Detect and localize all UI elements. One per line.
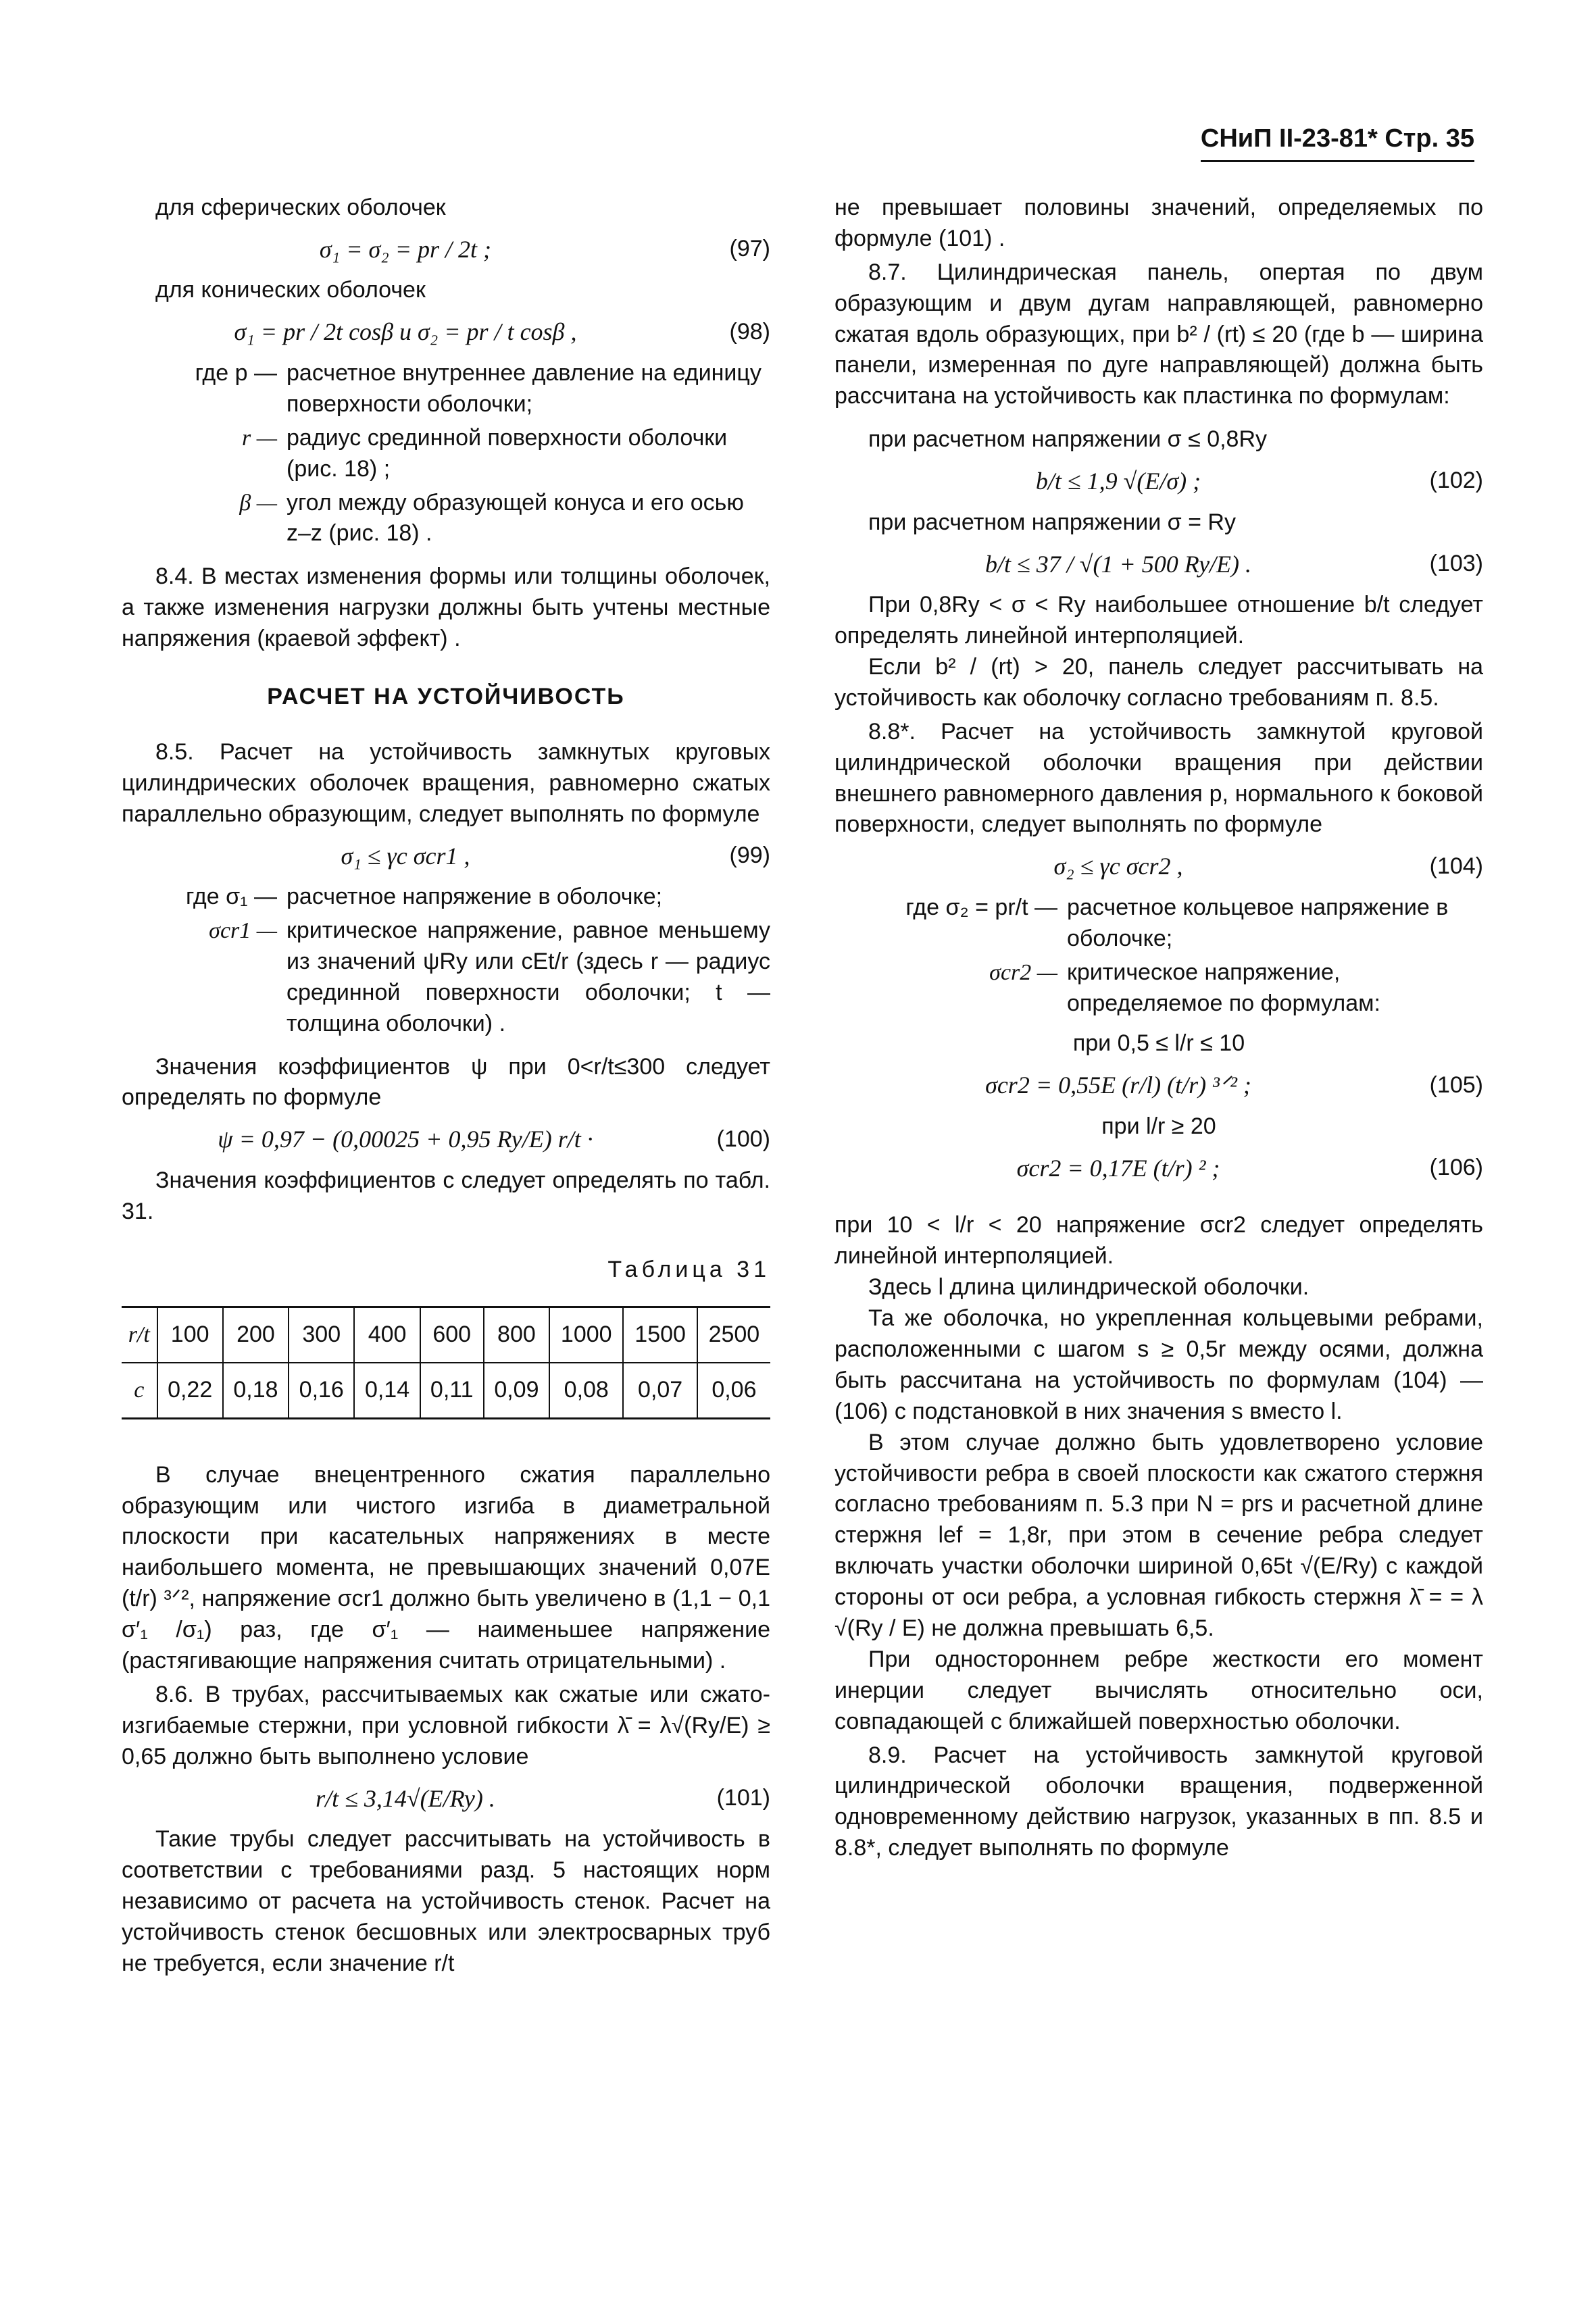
definition-key: β —	[239, 490, 277, 515]
definition-key: σcr2 —	[989, 959, 1057, 985]
table-cell: 600	[420, 1307, 484, 1363]
formula-103	[834, 548, 1483, 581]
table-cell: 0,14	[354, 1363, 420, 1419]
table-31	[122, 1306, 770, 1419]
paragraph-interpolation: При 0,8Ry < σ < Ry наибольшее отношение b/t следует определять линейной интерполяцией.	[834, 592, 1483, 649]
table-cell: 0,18	[223, 1363, 289, 1419]
formula-106-number: (106)	[1429, 1155, 1483, 1181]
table-cell: 0,11	[420, 1363, 484, 1419]
formula-102	[834, 465, 1483, 498]
definition-key: где σ₁ —	[186, 884, 277, 910]
definition-list-3	[834, 892, 1483, 1020]
definition-item	[122, 423, 770, 485]
paragraph-pipes: Такие трубы следует рассчитывать на устойчивость в соответствии с требованиями разд. 5 настоящих норм независимо от расчета на устойчивость стенок. Расчет на устойчивость стенок бесшовных или электросварных труб не требуется, если значение r/t	[122, 1826, 770, 1976]
paragraph-onesided: При одностороннем ребре жесткости его момент инерции следует вычислять относительно оси, совпадающей с ближайшей поверхностью оболочки.	[834, 1646, 1483, 1734]
table-cell: c	[134, 1377, 145, 1403]
table-caption: Таблица 31	[607, 1256, 770, 1282]
definition-text: расчетное внутреннее давление на единицу поверхности оболочки;	[286, 359, 762, 417]
definition-item	[122, 882, 770, 913]
definition-text: критическое напряжение, равное меньшему из значений ψRy или cEt/r (здесь r — радиус срединной поверхности оболочки; t — толщина оболочки) .	[286, 917, 770, 1036]
formula-104-expr: σ₂ ≤ γc σcr2 ,	[1053, 853, 1183, 880]
section-title: РАСЧЕТ НА УСТОЙЧИВОСТЬ	[267, 683, 625, 709]
table-row	[122, 1307, 770, 1363]
formula-101	[122, 1782, 770, 1815]
formula-103-expr: b/t ≤ 37 / √(1 + 500 Ry/E) .	[984, 550, 1252, 578]
paragraph-8-9: 8.9. Расчет на устойчивость замкнутой круговой цилиндрической оболочки вращения, подверженной одновременному действию нагрузок, указанных в пп. 8.5 и 8.8*, следует выполнять по формуле	[834, 1742, 1483, 1861]
condition-2: при расчетном напряжении σ = Ry	[868, 509, 1236, 535]
table-cell: 1500	[623, 1307, 697, 1363]
table-cell: 0,08	[549, 1363, 623, 1419]
table-row	[122, 1363, 770, 1419]
paragraph-ribs: Та же оболочка, но укрепленная кольцевыми ребрами, расположенными с шагом s ≥ 0,5r между осями, должна быть рассчитана на устойчивость по формулам (104) — (106) с подстановкой в них значения s вместо l.	[834, 1305, 1483, 1424]
table-cell: 0,16	[289, 1363, 354, 1419]
table-cell: 0,07	[623, 1363, 697, 1419]
formula-100-number: (100)	[716, 1126, 770, 1152]
formula-102-number: (102)	[1429, 468, 1483, 494]
definition-item	[122, 488, 770, 550]
formula-98-expr: σ₁ = pr / 2t cosβ и σ₂ = pr / t cosβ ,	[234, 318, 577, 346]
formula-104	[834, 850, 1483, 883]
table-cell: 200	[223, 1307, 289, 1363]
formula-105	[834, 1069, 1483, 1102]
definition-text: расчетное напряжение в оболочке;	[286, 884, 663, 910]
definition-key: где p —	[195, 359, 277, 386]
paragraph-here: Здесь l длина цилиндрической оболочки.	[868, 1274, 1310, 1301]
paragraph-eccentric: В случае внецентренного сжатия параллельно образующим или чистого изгиба в диаметральной плоскости при касательных напряжениях в месте наибольшего момента, не превышающих значений 0,07E (t/r) ³ᐟ², напряжение σcr1 должно быть увеличено в (1,1 − 0,1 σ′₁ /σ₁) раз, где σ′₁ — наименьшее напряжение (растягивающие напряжения считать отрицательными) .	[122, 1461, 770, 1674]
formula-97-number: (97)	[729, 236, 770, 262]
formula-99-number: (99)	[729, 842, 770, 868]
paragraph-if: Если b² / (rt) > 20, панель следует рассчитывать на устойчивость как оболочку согласно требованиям п. 8.5.	[834, 653, 1483, 711]
table-cell: 2500	[697, 1307, 770, 1363]
definition-item	[122, 358, 770, 420]
text-spherical: для сферических оболочек	[155, 195, 446, 220]
text-conical: для конических оболочек	[155, 277, 426, 303]
formula-101-expr: r/t ≤ 3,14√(E/Ry) .	[316, 1784, 495, 1812]
condition-3: при 0,5 ≤ l/r ≤ 10	[1072, 1030, 1245, 1057]
definition-text: расчетное кольцевое напряжение в оболочке;	[1067, 894, 1449, 951]
definition-text: критическое напряжение, определяемое по формулам:	[1067, 959, 1380, 1016]
paragraph-10-20: при 10 < l/r < 20 напряжение σcr2 следует определять линейной интерполяцией.	[834, 1212, 1483, 1269]
definition-text: угол между образующей конуса и его осью z–z (рис. 18) .	[286, 489, 744, 547]
formula-105-expr: σcr2 = 0,55E (r/l) (t/r) ³ᐟ² ;	[985, 1072, 1251, 1099]
table-cell: 100	[157, 1307, 223, 1363]
definition-text: радиус срединной поверхности оболочки (рис. 18) ;	[286, 424, 728, 482]
paragraph-case: В этом случае должно быть удовлетворено условие устойчивости ребра в своей плоскости как сжатого стержня согласно требованиям п. 5.3 при N = prs и расчетной длине стержня lef = 1,8r, при этом в сечение ребра следует включать участки оболочки шириной 0,65t √(E/Ry) с каждой стороны от оси ребра, а условная гибкость стержня λ̄ = = λ √(Ry / E) не должна превышать 6,5.	[834, 1429, 1483, 1642]
formula-99-expr: σ₁ ≤ γc σcr1 ,	[341, 842, 470, 870]
formula-105-number: (105)	[1429, 1072, 1483, 1098]
formula-102-expr: b/t ≤ 1,9 √(E/σ) ;	[1035, 468, 1201, 495]
definition-item	[122, 915, 770, 1040]
paragraph-8-4: 8.4. В местах изменения формы или толщины оболочек, а также изменения нагрузки должны быть учтены местные напряжения (краевой эффект) .	[122, 563, 770, 652]
table-cell: r/t	[122, 1307, 157, 1363]
table-cell: 1000	[549, 1307, 623, 1363]
paragraph-continued: не превышает половины значений, определяемых по формуле (101) .	[834, 195, 1483, 251]
formula-100-expr: ψ = 0,97 − (0,00025 + 0,95 Ry/E) r/t ·	[218, 1126, 593, 1153]
table-cell: 300	[289, 1307, 354, 1363]
table-cell: 400	[354, 1307, 420, 1363]
table-cell: 0,06	[697, 1363, 770, 1419]
formula-101-number: (101)	[716, 1784, 770, 1811]
paragraph-c: Значения коэффициентов c следует определять по табл. 31.	[122, 1167, 770, 1224]
table-cell: 0,22	[157, 1363, 223, 1419]
paragraph-8-8: 8.8*. Расчет на устойчивость замкнутой круговой цилиндрической оболочки вращения при действии внешнего равномерного давления p, нормального к боковой поверхности, следует выполнять по формуле	[834, 718, 1483, 838]
formula-98-number: (98)	[729, 318, 770, 345]
definition-list-1	[122, 358, 770, 549]
formula-98	[122, 316, 770, 349]
formula-99	[122, 840, 770, 873]
definition-item	[834, 892, 1483, 955]
formula-103-number: (103)	[1429, 550, 1483, 576]
paragraph-psi: Значения коэффициентов ψ при 0<r/t≤300 следует определять по формуле	[122, 1053, 770, 1111]
formula-97-expr: σ₁ = σ₂ = pr / 2t ;	[319, 235, 492, 263]
definition-key: σcr1 —	[209, 918, 277, 944]
paragraph-8-6: 8.6. В трубах, рассчитываемых как сжатые или сжато-изгибаемые стержни, при условной гибкости λ̄ = λ√(Ry/E) ≥ 0,65 должно быть выполнено условие	[122, 1681, 770, 1769]
formula-106-expr: σcr2 = 0,17E (t/r) ² ;	[1016, 1154, 1220, 1182]
table-cell: 0,09	[484, 1363, 549, 1419]
page-header: СНиП II-23-81* Стр. 35	[1201, 122, 1474, 162]
definition-key: где σ₂ = pr/t —	[905, 894, 1057, 920]
formula-104-number: (104)	[1429, 853, 1483, 879]
paragraph-8-7: 8.7. Цилиндрическая панель, опертая по двум образующим и двум дугам направляющей, равномерно сжатая вдоль образующих, при b² / (rt) ≤ 20 (где b — ширина панели, измеренная по дуге направляющей) должна быть рассчитана на устойчивость как пластинка по формулам:	[834, 259, 1483, 409]
formula-97	[122, 233, 770, 266]
formula-100	[122, 1123, 770, 1156]
definition-list-2	[122, 882, 770, 1039]
definition-key: r —	[242, 425, 277, 451]
paragraph-8-5: 8.5. Расчет на устойчивость замкнутых круговых цилиндрических оболочек вращения, равномерно сжатых параллельно образующим, следует выполнять по формуле	[122, 738, 770, 827]
condition-1: при расчетном напряжении σ ≤ 0,8Ry	[868, 426, 1268, 453]
condition-4: при l/r ≥ 20	[1101, 1113, 1216, 1139]
definition-item	[834, 957, 1483, 1020]
right-column	[834, 193, 1483, 1864]
left-column	[122, 193, 770, 1980]
formula-106	[834, 1152, 1483, 1185]
table-cell: 800	[484, 1307, 549, 1363]
